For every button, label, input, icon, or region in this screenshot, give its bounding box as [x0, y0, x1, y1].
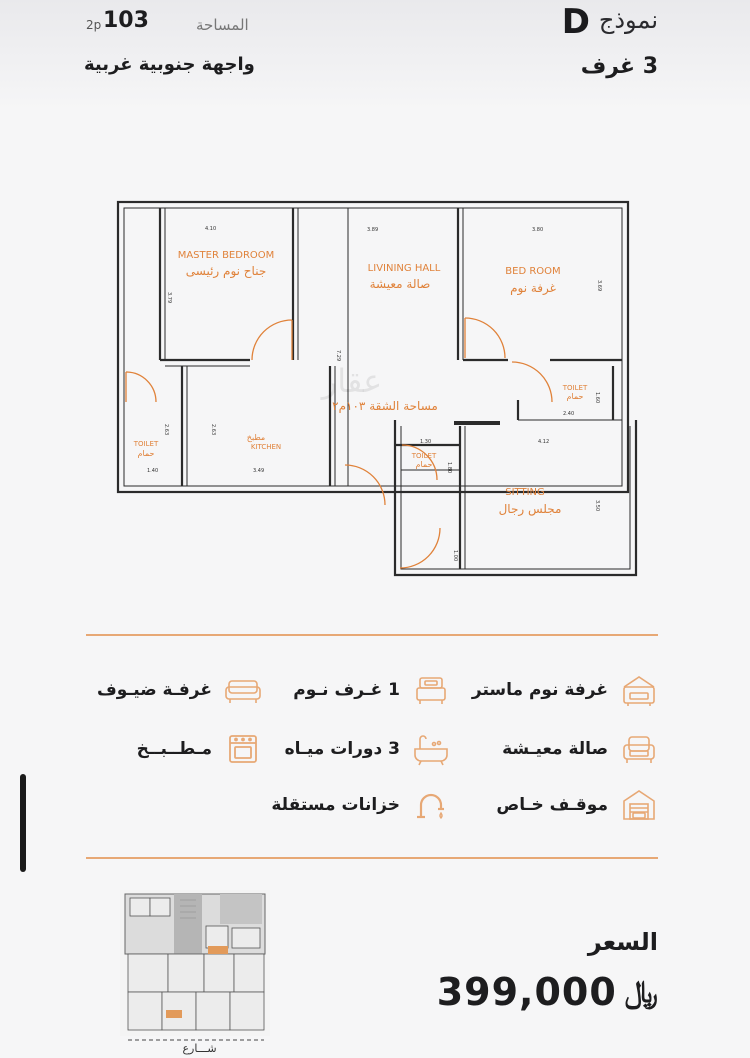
room-label-living-en: LIVINING HALL: [367, 263, 441, 274]
room-label-toilet2-en: TOILET: [133, 440, 159, 448]
feature-label: 1 غـرف نـوم: [293, 680, 400, 700]
facade-orientation: واجهة جنوبية غربية: [84, 54, 255, 75]
watermark: عقار: [321, 362, 383, 400]
dim-label: 1.40: [147, 468, 159, 474]
room-label-toilet1-ar: حمام: [566, 392, 584, 401]
oven-icon: [224, 730, 262, 768]
riyal-currency-icon: ﷼: [624, 974, 658, 1010]
feature-label: صالة معيـشة: [502, 739, 608, 759]
room-label-kitchen-en: KITCHEN: [250, 443, 282, 451]
dim-label: 3.89: [367, 227, 379, 233]
model-label: نموذج: [598, 6, 658, 34]
feature-living-room: [502, 730, 658, 768]
dim-label: 1.30: [420, 439, 432, 445]
room-label-toilet3-en: TOILET: [411, 452, 437, 460]
dim-label: 1.00: [452, 550, 458, 562]
room-label-bed-ar: غرفة نوم: [510, 281, 556, 295]
floor-plan: [112, 194, 642, 590]
dim-label: 3.80: [532, 227, 544, 233]
feature-bathrooms: [285, 730, 450, 768]
apartment-area-label: مساحة الشقة ١٠٣م٢: [332, 399, 438, 413]
sofa-icon: [224, 671, 262, 709]
feature-bedrooms: [293, 671, 450, 709]
room-label-master-en: MASTER BEDROOM: [177, 250, 275, 261]
scrollbar[interactable]: [20, 774, 26, 872]
feature-label: خزانات مستقلة: [271, 795, 400, 815]
feature-water-tanks: [271, 786, 450, 824]
area-label: المساحة: [196, 16, 249, 34]
model-letter: D: [561, 2, 590, 42]
room-label-bed-en: BED ROOM: [505, 266, 561, 277]
divider-top: [86, 634, 658, 636]
room-label-sitting-ar: مجلس رجال: [498, 502, 562, 516]
feature-master-bedroom: [472, 671, 658, 709]
dim-label: 3.69: [596, 280, 602, 292]
feature-kitchen: [137, 730, 262, 768]
dim-label: 3.50: [594, 500, 600, 512]
dim-label: 3.49: [253, 468, 265, 474]
room-label-toilet3-ar: حمام: [415, 460, 433, 469]
rooms-count: 3 غرف: [580, 54, 658, 79]
garage-icon: [620, 786, 658, 824]
dim-label: 4.10: [205, 226, 217, 232]
armchair-icon: [620, 730, 658, 768]
room-label-toilet2-ar: حمام: [137, 449, 155, 458]
area-number: 103: [103, 8, 149, 33]
feature-label: غرفـة ضيـوف: [97, 680, 212, 700]
feature-label: 3 دورات ميـاه: [284, 739, 400, 759]
bathtub-icon: [412, 730, 450, 768]
room-label-living-ar: صالة معيشة: [369, 277, 431, 291]
feature-private-parking: [496, 786, 658, 824]
price-value: 399,000: [436, 970, 617, 1014]
water-tap-icon: [412, 786, 450, 824]
area-unit: 2p: [86, 18, 102, 32]
dim-label: 2.40: [563, 411, 575, 417]
dim-label: 2.63: [210, 424, 216, 436]
dim-label: 7.29: [335, 350, 341, 362]
master-bedroom-icon: [620, 671, 658, 709]
street-label: شـــارع: [182, 1042, 217, 1055]
bed-icon: [412, 671, 450, 709]
feature-guest-room: [97, 671, 262, 709]
dim-label: 4.12: [538, 439, 550, 445]
dim-label: 3.79: [166, 292, 172, 304]
site-plan-thumbnail: [120, 890, 270, 1042]
feature-label: غرفة نوم ماستر: [471, 680, 608, 700]
feature-label: مـطــبــخ: [136, 739, 212, 759]
price-label: السعر: [587, 928, 658, 956]
price-value-row: [437, 970, 658, 1014]
dim-label: 1.60: [594, 392, 600, 404]
room-label-kitchen-ar: مطبخ: [246, 433, 266, 442]
dim-label: 1.80: [446, 462, 452, 474]
dim-label: 2.63: [163, 424, 169, 436]
room-label-toilet1-en: TOILET: [562, 384, 588, 392]
divider-bottom: [86, 857, 658, 859]
room-label-sitting-en: SITTING: [505, 487, 545, 498]
feature-label: موقـف خـاص: [496, 795, 608, 815]
room-label-master-ar: جناح نوم رئيسى: [185, 264, 267, 278]
